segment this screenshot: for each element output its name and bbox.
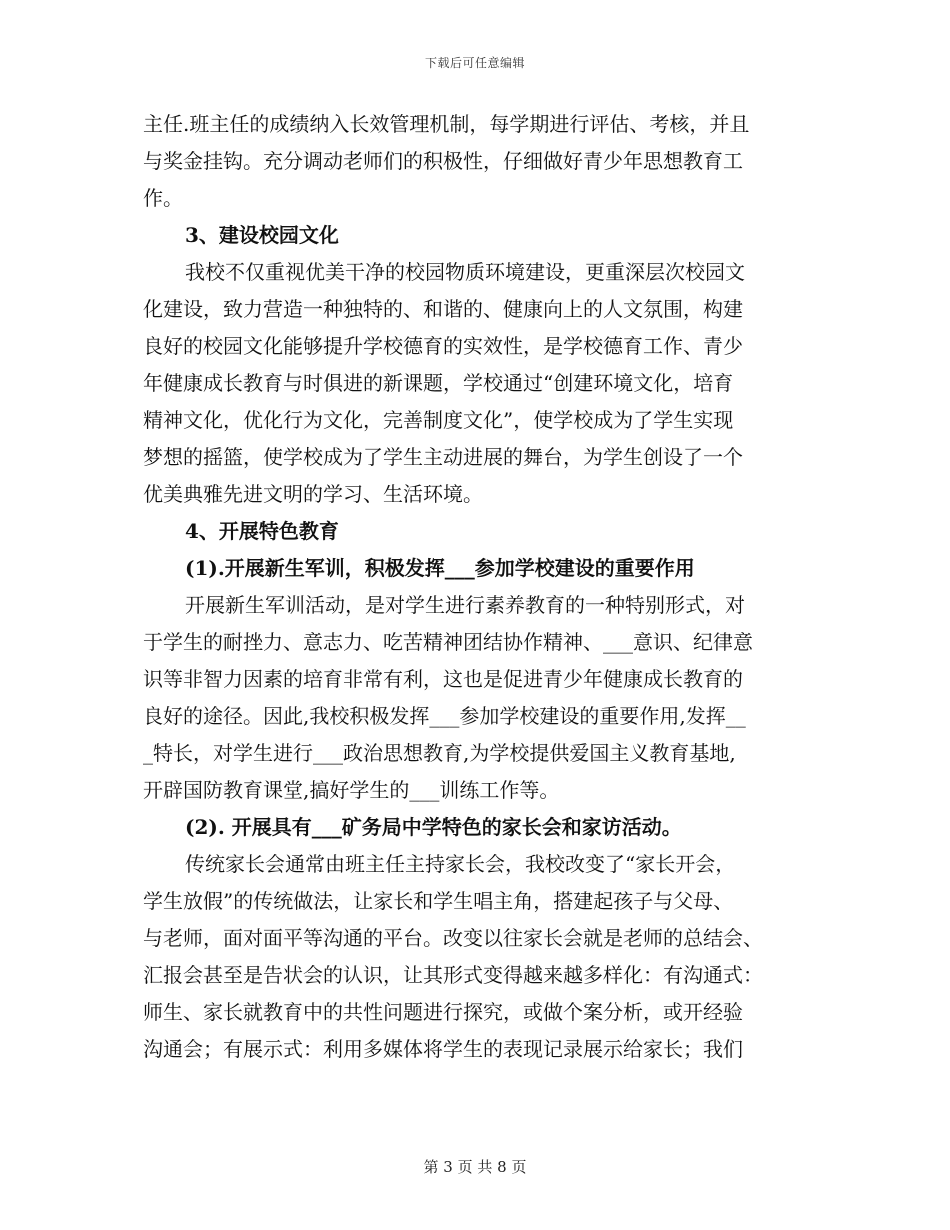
text-line: 良好的途径。因此,我校积极发挥___参加学校建设的重要作用,发挥__ bbox=[143, 704, 746, 728]
section-heading-special-education: 4、开展特色教育 bbox=[185, 519, 339, 543]
text-line: 于学生的耐挫力、意志力、吃苦精神团结协作精神、___意识、纪律意 bbox=[143, 630, 753, 654]
text-line: 我校不仅重视优美干净的校园物质环境建设，更重深层次校园文 bbox=[185, 260, 745, 284]
document-body bbox=[143, 106, 808, 1068]
text-line: 与老师，面对面平等沟通的平台。改变以往家长会就是老师的总结会、 bbox=[143, 926, 763, 950]
text-line: 梦想的摇篮，使学校成为了学生主动进展的舞台，为学生创设了一个 bbox=[143, 445, 743, 469]
text-line: 优美典雅先进文明的学习、生活环境。 bbox=[143, 482, 483, 506]
text-line: 开辟国防教育课堂,搞好学生的___训练工作等。 bbox=[143, 778, 560, 802]
text-line: 传统家长会通常由班主任主持家长会，我校改变了“家长开会， bbox=[185, 852, 736, 876]
text-line: _特长，对学生进行___政治思想教育,为学校提供爱国主义教育基地, bbox=[143, 741, 736, 765]
page-number-footer: 第 3 页 共 8 页 bbox=[423, 1158, 527, 1176]
text-line: 识等非智力因素的培育非常有利，这也是促进青少年健康成长教育的 bbox=[143, 667, 743, 691]
text-line: 开展新生军训活动，是对学生进行素养教育的一种特别形式，对 bbox=[185, 593, 745, 617]
subsection-heading-military-training: (1).开展新生军训，积极发挥___参加学校建设的重要作用 bbox=[185, 556, 695, 580]
text-line: 精神文化，优化行为文化，完善制度文化”，使学校成为了学生实现 bbox=[143, 408, 734, 432]
text-line: 沟通会；有展示式：利用多媒体将学生的表现记录展示给家长；我们 bbox=[143, 1037, 743, 1061]
paragraph-military-training bbox=[143, 587, 808, 809]
text-line: 与奖金挂钩。充分调动老师们的积极性，仔细做好青少年思想教育工 bbox=[143, 149, 743, 173]
text-line: 主任.班主任的成绩纳入长效管理机制，每学期进行评估、考核，并且 bbox=[143, 112, 750, 136]
paragraph-campus-culture bbox=[143, 254, 808, 513]
paragraph-parent-meeting bbox=[143, 846, 808, 1068]
section-heading-campus-culture: 3、建设校园文化 bbox=[185, 223, 339, 247]
paragraph-continuation bbox=[143, 106, 808, 217]
text-line: 汇报会甚至是告状会的认识，让其形式变得越来越多样化：有沟通式： bbox=[143, 963, 763, 987]
text-line: 年健康成长教育与时俱进的新课题，学校通过“创建环境文化，培育 bbox=[143, 371, 734, 395]
subsection-heading-parent-meeting: (2). 开展具有___矿务局中学特色的家长会和家访活动。 bbox=[185, 815, 682, 839]
text-line: 学生放假”的传统做法，让家长和学生唱主角，搭建起孩子与父母、 bbox=[143, 889, 734, 913]
text-line: 师生、家长就教育中的共性问题进行探究，或做个案分析，或开经验 bbox=[143, 1000, 743, 1024]
text-line: 化建设，致力营造一种独特的、和谐的、健康向上的人文氛围，构建 bbox=[143, 297, 743, 321]
page-header: 下载后可任意编辑 bbox=[424, 56, 525, 70]
text-line: 作。 bbox=[143, 186, 183, 210]
text-line: 良好的校园文化能够提升学校德育的实效性，是学校德育工作、青少 bbox=[143, 334, 743, 358]
